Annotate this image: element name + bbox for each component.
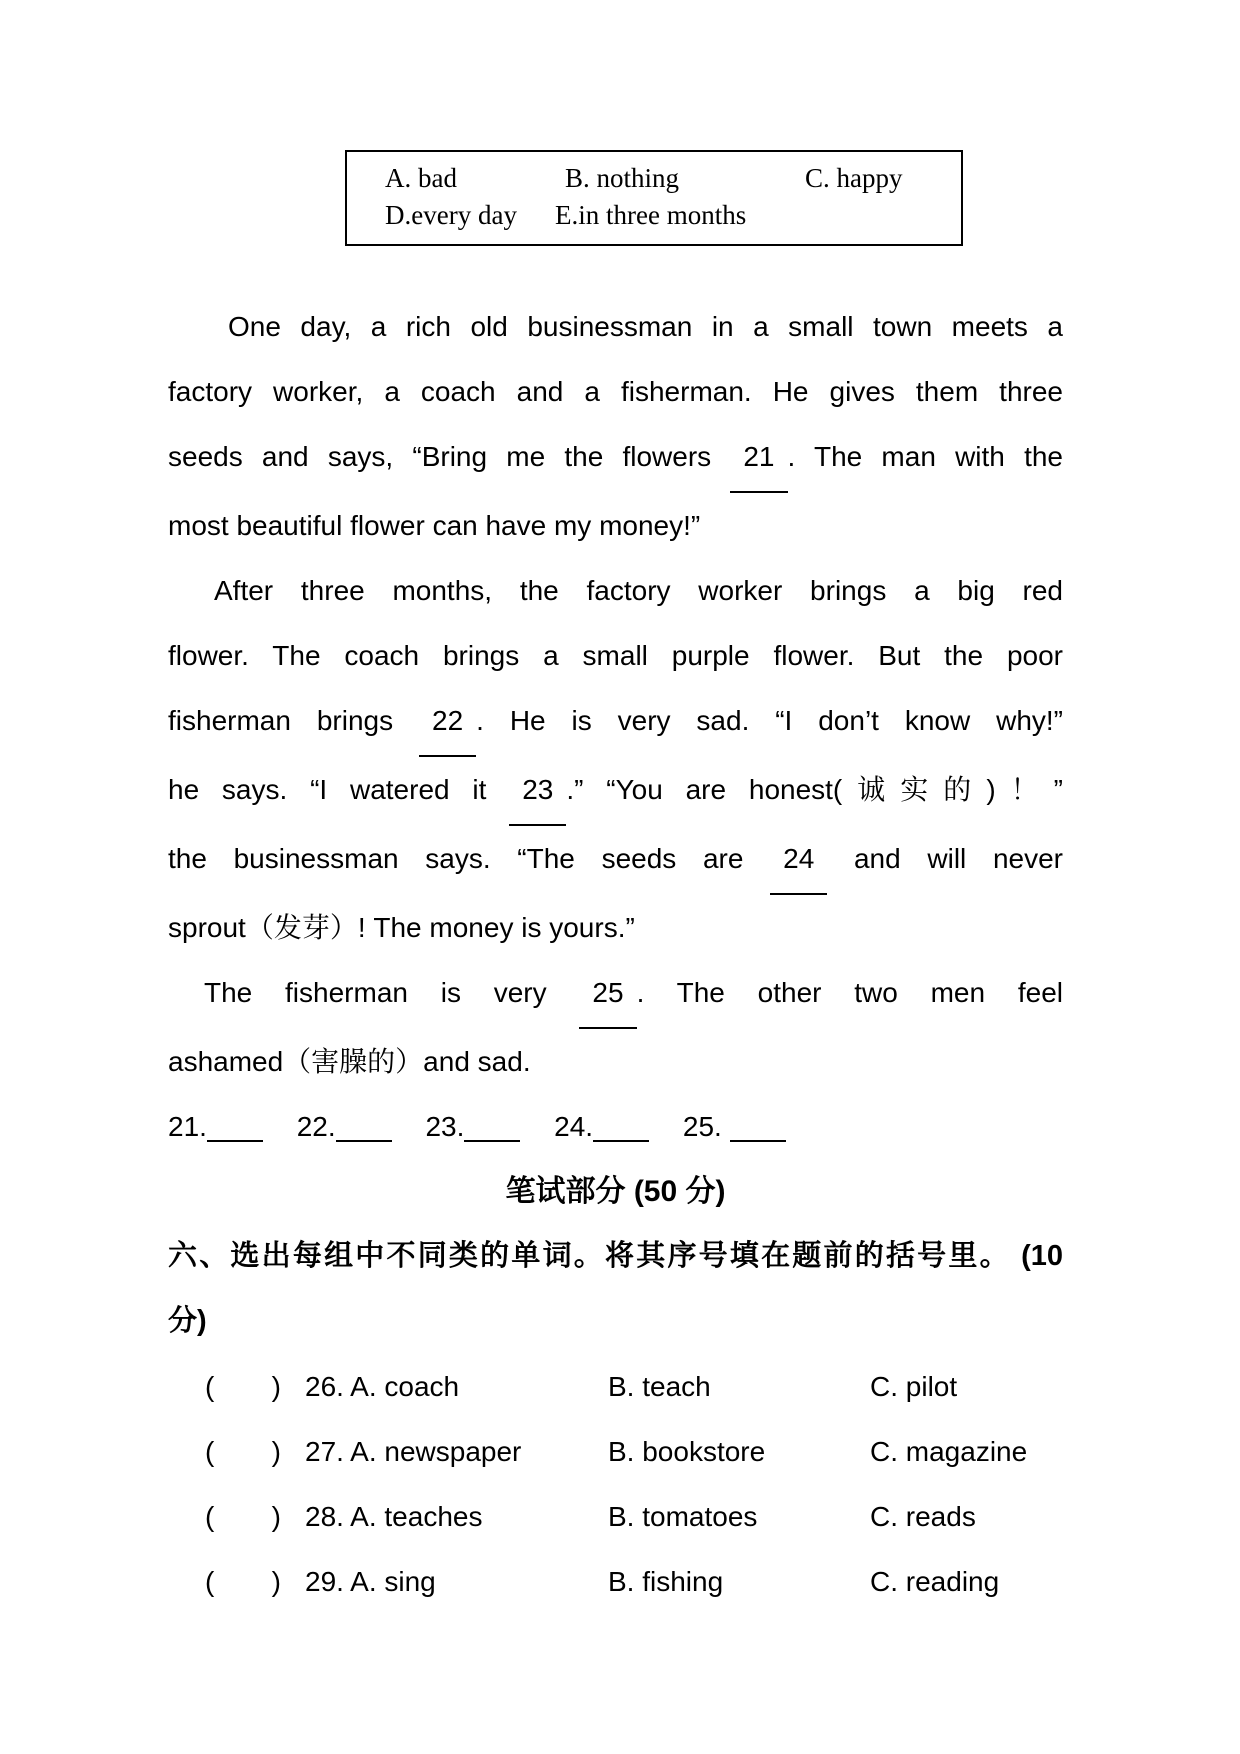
answer-item-24 [554, 1111, 649, 1142]
passage-text: sprout（发芽）! The money is yours.” [168, 912, 635, 943]
paren-open: ( [205, 1566, 215, 1597]
answer-parentheses [205, 1354, 281, 1419]
answer-item-21 [168, 1111, 263, 1142]
answer-blank-line [336, 1112, 392, 1142]
passage-line-2 [168, 359, 1063, 424]
passage-text: ashamed（害臊的）and sad. [168, 1046, 531, 1077]
blank-24: 24 [770, 826, 827, 895]
answer-blanks-row [168, 1094, 1063, 1159]
passage-text: seeds and says, “Bring me the flowers [168, 441, 712, 472]
blank-22: 22 [419, 688, 476, 757]
answer-parentheses [205, 1484, 281, 1549]
blank-21: 21 [730, 424, 787, 493]
question-row-27 [168, 1419, 1063, 1484]
passage-text: . He is very sad. “I don’t know why!” [476, 705, 1063, 736]
passage-line-1 [168, 294, 1063, 359]
question-option-a: 28. A. teaches [305, 1501, 483, 1532]
passage-text: . The other two men feel [636, 977, 1063, 1008]
question-row-28 [168, 1484, 1063, 1549]
paren-close: ) [271, 1436, 281, 1467]
question-option-c: C. pilot [870, 1371, 958, 1402]
question-option-b: B. tomatoes [608, 1501, 758, 1532]
paren-open: ( [205, 1371, 215, 1402]
paren-close: ) [271, 1566, 281, 1597]
passage-line-11 [168, 960, 1063, 1029]
question-option-a: 27. A. newspaper [305, 1436, 522, 1467]
question-option-a: 26. A. coach [305, 1371, 460, 1402]
passage-line-6 [168, 623, 1063, 688]
passage-text: . The man with the [787, 441, 1063, 472]
passage-line-3 [168, 424, 1063, 493]
answer-label: 25. [682, 1111, 722, 1142]
answer-parentheses [205, 1419, 281, 1484]
passage-text: flower. The coach brings a small purple flower. But the poor [168, 640, 1063, 671]
passage-text: .” “You are honest(诚实的)！” [566, 774, 1063, 805]
paren-open: ( [205, 1501, 215, 1532]
paren-close: ) [271, 1371, 281, 1402]
word-bank-box [345, 150, 963, 246]
answer-blank-line [464, 1112, 520, 1142]
question-option-b: B. fishing [608, 1566, 724, 1597]
passage-text: he says. “I watered it [168, 774, 487, 805]
answer-parentheses [205, 1549, 281, 1614]
answer-item-23 [425, 1111, 520, 1142]
passage-line-4 [168, 493, 1063, 558]
answer-label: 24. [554, 1111, 594, 1142]
section6-heading-line1: 六、选出每组中不同类的单词。将其序号填在题前的括号里。 (10 [168, 1240, 1063, 1272]
question-option-b: B. teach [608, 1371, 711, 1402]
passage-line-7 [168, 688, 1063, 757]
word-bank-option-a: A. bad [385, 163, 457, 193]
passage-text: and will never [853, 843, 1063, 874]
word-bank-option-b: B. nothing [565, 163, 680, 193]
question-option-c: C. magazine [870, 1436, 1028, 1467]
page-content [168, 294, 1063, 1614]
passage-text: factory worker, a coach and a fisherman. He gives them three [168, 376, 1063, 407]
cloze-passage [168, 294, 1063, 1094]
word-bank-option-d: D.every day [385, 200, 517, 230]
passage-text: fisherman brings [168, 705, 394, 736]
answer-item-25 [683, 1111, 786, 1142]
answer-label: 22. [296, 1111, 336, 1142]
question-row-26 [168, 1354, 1063, 1419]
question-option-b: B. bookstore [608, 1436, 766, 1467]
passage-line-10 [168, 895, 1063, 960]
passage-text: most beautiful flower can have my money!” [168, 510, 701, 541]
section6-heading-line2: 分) [168, 1305, 207, 1337]
word-bank-row [385, 160, 961, 197]
passage-text: the businessman says. “The seeds are [168, 843, 744, 874]
passage-line-9 [168, 826, 1063, 895]
question-row-29 [168, 1549, 1063, 1614]
passage-text: One day, a rich old businessman in a small town meets a [228, 311, 1063, 342]
word-bank-row [385, 197, 961, 234]
answer-label: 23. [425, 1111, 465, 1142]
written-section-heading: 笔试部分 (50 分) [505, 1175, 726, 1208]
question-option-c: C. reads [870, 1501, 976, 1532]
blank-25: 25 [579, 960, 636, 1029]
answer-blank-line [730, 1112, 786, 1142]
passage-text: After three months, the factory worker brings a big red [214, 575, 1063, 606]
answer-label: 21. [168, 1111, 207, 1142]
word-bank-option-e: E.in three months [555, 200, 747, 230]
word-bank-option-c: C. happy [805, 163, 903, 193]
passage-text: The fisherman is very [204, 977, 547, 1008]
passage-line-12 [168, 1029, 1063, 1094]
blank-23: 23 [509, 757, 566, 826]
passage-line-8 [168, 757, 1063, 826]
answer-item-22 [297, 1111, 392, 1142]
paren-close: ) [271, 1501, 281, 1532]
passage-line-5 [168, 558, 1063, 623]
paren-open: ( [205, 1436, 215, 1467]
answer-blank-line [207, 1112, 263, 1142]
question-option-a: 29. A. sing [305, 1566, 436, 1597]
question-option-c: C. reading [870, 1566, 1000, 1597]
answer-blank-line [593, 1112, 649, 1142]
